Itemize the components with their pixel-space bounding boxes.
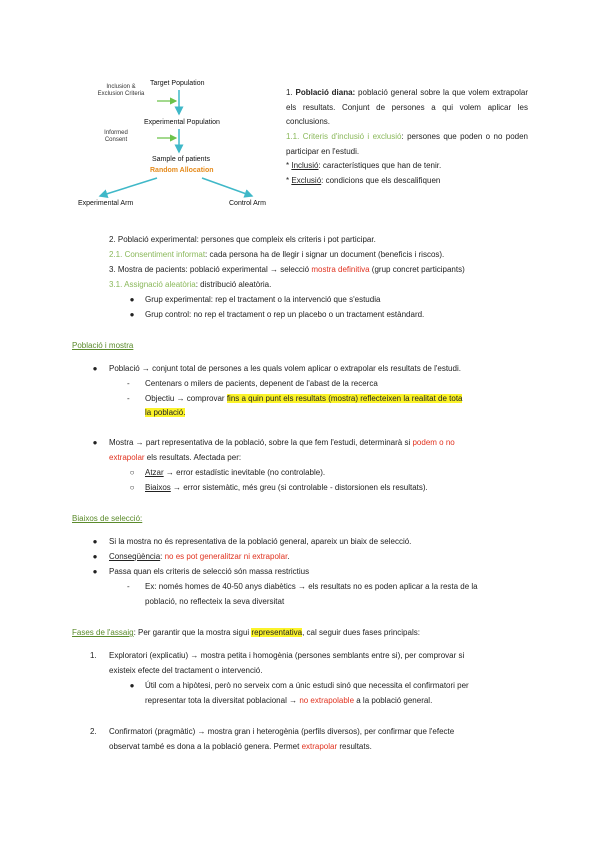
definition-exclusio: * Exclusió: condicions que els descalifiquen xyxy=(286,176,441,185)
bullet-dot: ● xyxy=(129,310,135,319)
bullet-dot: ● xyxy=(92,438,98,447)
number-1: 1. xyxy=(90,651,97,660)
diagram-experimental: Experimental Population xyxy=(144,119,220,126)
bullet-circle: ○ xyxy=(129,483,135,492)
item-grup-experimental: Grup experimental: rep el tractament o la intervenció que s'estudia xyxy=(145,295,381,304)
item-criteris-restrictius: Passa quan els criteris de selecció són massa restrictius xyxy=(109,567,310,576)
heading-poblacio-mostra: Població i mostra xyxy=(72,341,134,350)
diagram-inclusion: Inclusion & Exclusion Criteria xyxy=(97,84,145,97)
item-atzar: Atzar → error estadístic inevitable (no controlable). xyxy=(145,468,326,477)
dash: - xyxy=(127,582,130,591)
item-mostra: Mostra → part representativa de la població, sobre la que fem l'estudi, determinarà si podem o no xyxy=(109,438,455,447)
dash: - xyxy=(127,394,130,403)
item-assignacio: 3.1. Assignació aleatòria: distribució aleatòria. xyxy=(109,280,272,289)
item-mostra-pacients: 3. Mostra de pacients: població experimental → selecció mostra definitiva (grup concret participants) xyxy=(109,265,465,274)
item-poblacio: Població → conjunt total de persones a les quals volem aplicar o extrapolar els resultats de l'estudi. xyxy=(109,364,461,373)
item-biaixos: Biaixos → error sistemàtic, més greu (si controlable - distorsionen els resultats). xyxy=(145,483,428,492)
definition-inclusio: * Inclusió: característiques que han de tenir. xyxy=(286,161,442,170)
item-util-hipotesi-cont: representar tota la diversitat poblacional → no extrapolable a la població general. xyxy=(145,696,433,705)
item-mostra-cont: extrapolar els resultats. Afectada per: xyxy=(109,453,242,462)
item-biaix-def: Si la mostra no és representativa de la població general, apareix un biaix de selecció. xyxy=(109,537,412,546)
diagram-sample: Sample of patients xyxy=(152,156,210,163)
item-confirmatori-cont: observat també es dona a la població genera. Permet extrapolar resultats. xyxy=(109,742,372,751)
bullet-dot: ● xyxy=(92,567,98,576)
item-util-hipotesi: Útil com a hipòtesi, però no serveix com a únic estudi sinó que necessita el confirmatori per xyxy=(145,681,469,690)
item-exploratori-cont: existeix efecte del tractament o intervenció. xyxy=(109,666,263,675)
bullet-dot: ● xyxy=(129,681,135,690)
item-confirmatori: Confirmatori (pragmàtic) → mostra gran i heterogènia (perfils diversos), per confirmar que l'efecte xyxy=(109,727,455,736)
trial-flow-diagram xyxy=(72,74,282,214)
item-objectiu-cont: la població. xyxy=(145,408,186,417)
diagram-exp-arm: Experimental Arm xyxy=(78,200,134,207)
item-exemple-cont: població, no reflecteix la seva diversitat xyxy=(145,597,285,606)
diagram-target: Target Population xyxy=(150,80,205,87)
heading-biaixos: Biaixos de selecció: xyxy=(72,514,143,523)
dash: - xyxy=(127,379,130,388)
item-objectiu: Objectiu → comprovar fins a quin punt els resultats (mostra) reflecteixen la realitat de tota xyxy=(145,394,463,403)
bullet-dot: ● xyxy=(92,364,98,373)
arrow-to-ctrl-arm xyxy=(202,178,252,196)
item-centenars: Centenars o milers de pacients, depenent de l'abast de la recerca xyxy=(145,379,378,388)
item-poblacio-experimental: 2. Població experimental: persones que compleix els criteris i pot participar. xyxy=(109,235,376,244)
item-exploratori: Exploratori (explicatiu) → mostra petita i homogènia (persones semblants entre si), per comprovar si xyxy=(109,651,465,660)
diagram-ctrl-arm: Control Arm xyxy=(229,200,266,207)
bullet-dot: ● xyxy=(92,537,98,546)
definition-criteris: 1.1. Criteris d'inclusió i exclusió: persones que poden o no poden participar en l'estudi. xyxy=(286,132,529,156)
diagram-consent: Informed Consent xyxy=(104,130,128,143)
heading-fases: Fases de l'assaig xyxy=(72,628,134,637)
arrow-to-exp-arm xyxy=(100,178,157,196)
number-2: 2. xyxy=(90,727,97,736)
item-consequencia: Conseqüència: no es pot generalitzar ni extrapolar. xyxy=(109,552,290,561)
diagram-random: Random Allocation xyxy=(150,167,214,174)
bullet-dot: ● xyxy=(129,295,135,304)
item-grup-control: Grup control: no rep el tractament o rep un placebo o un tractament estàndard. xyxy=(145,310,425,319)
definition-poblacio-diana: 1. Població diana: població general sobre la que volem extrapolar els resultats. Conjunt de persones a qui volem aplicar les conclusions. xyxy=(286,88,528,126)
bullet-circle: ○ xyxy=(129,468,135,477)
bullet-dot: ● xyxy=(92,552,98,561)
fases-intro: Fases de l'assaig: Per garantir que la mostra sigui representativa, cal seguir dues fases principals: xyxy=(72,628,420,637)
item-consentiment: 2.1. Consentiment informat: cada persona ha de llegir i signar un document (beneficis i riscos). xyxy=(109,250,445,259)
item-exemple: Ex: només homes de 40-50 anys diabètics → els resultats no es poden aplicar a la resta de la xyxy=(145,582,478,591)
